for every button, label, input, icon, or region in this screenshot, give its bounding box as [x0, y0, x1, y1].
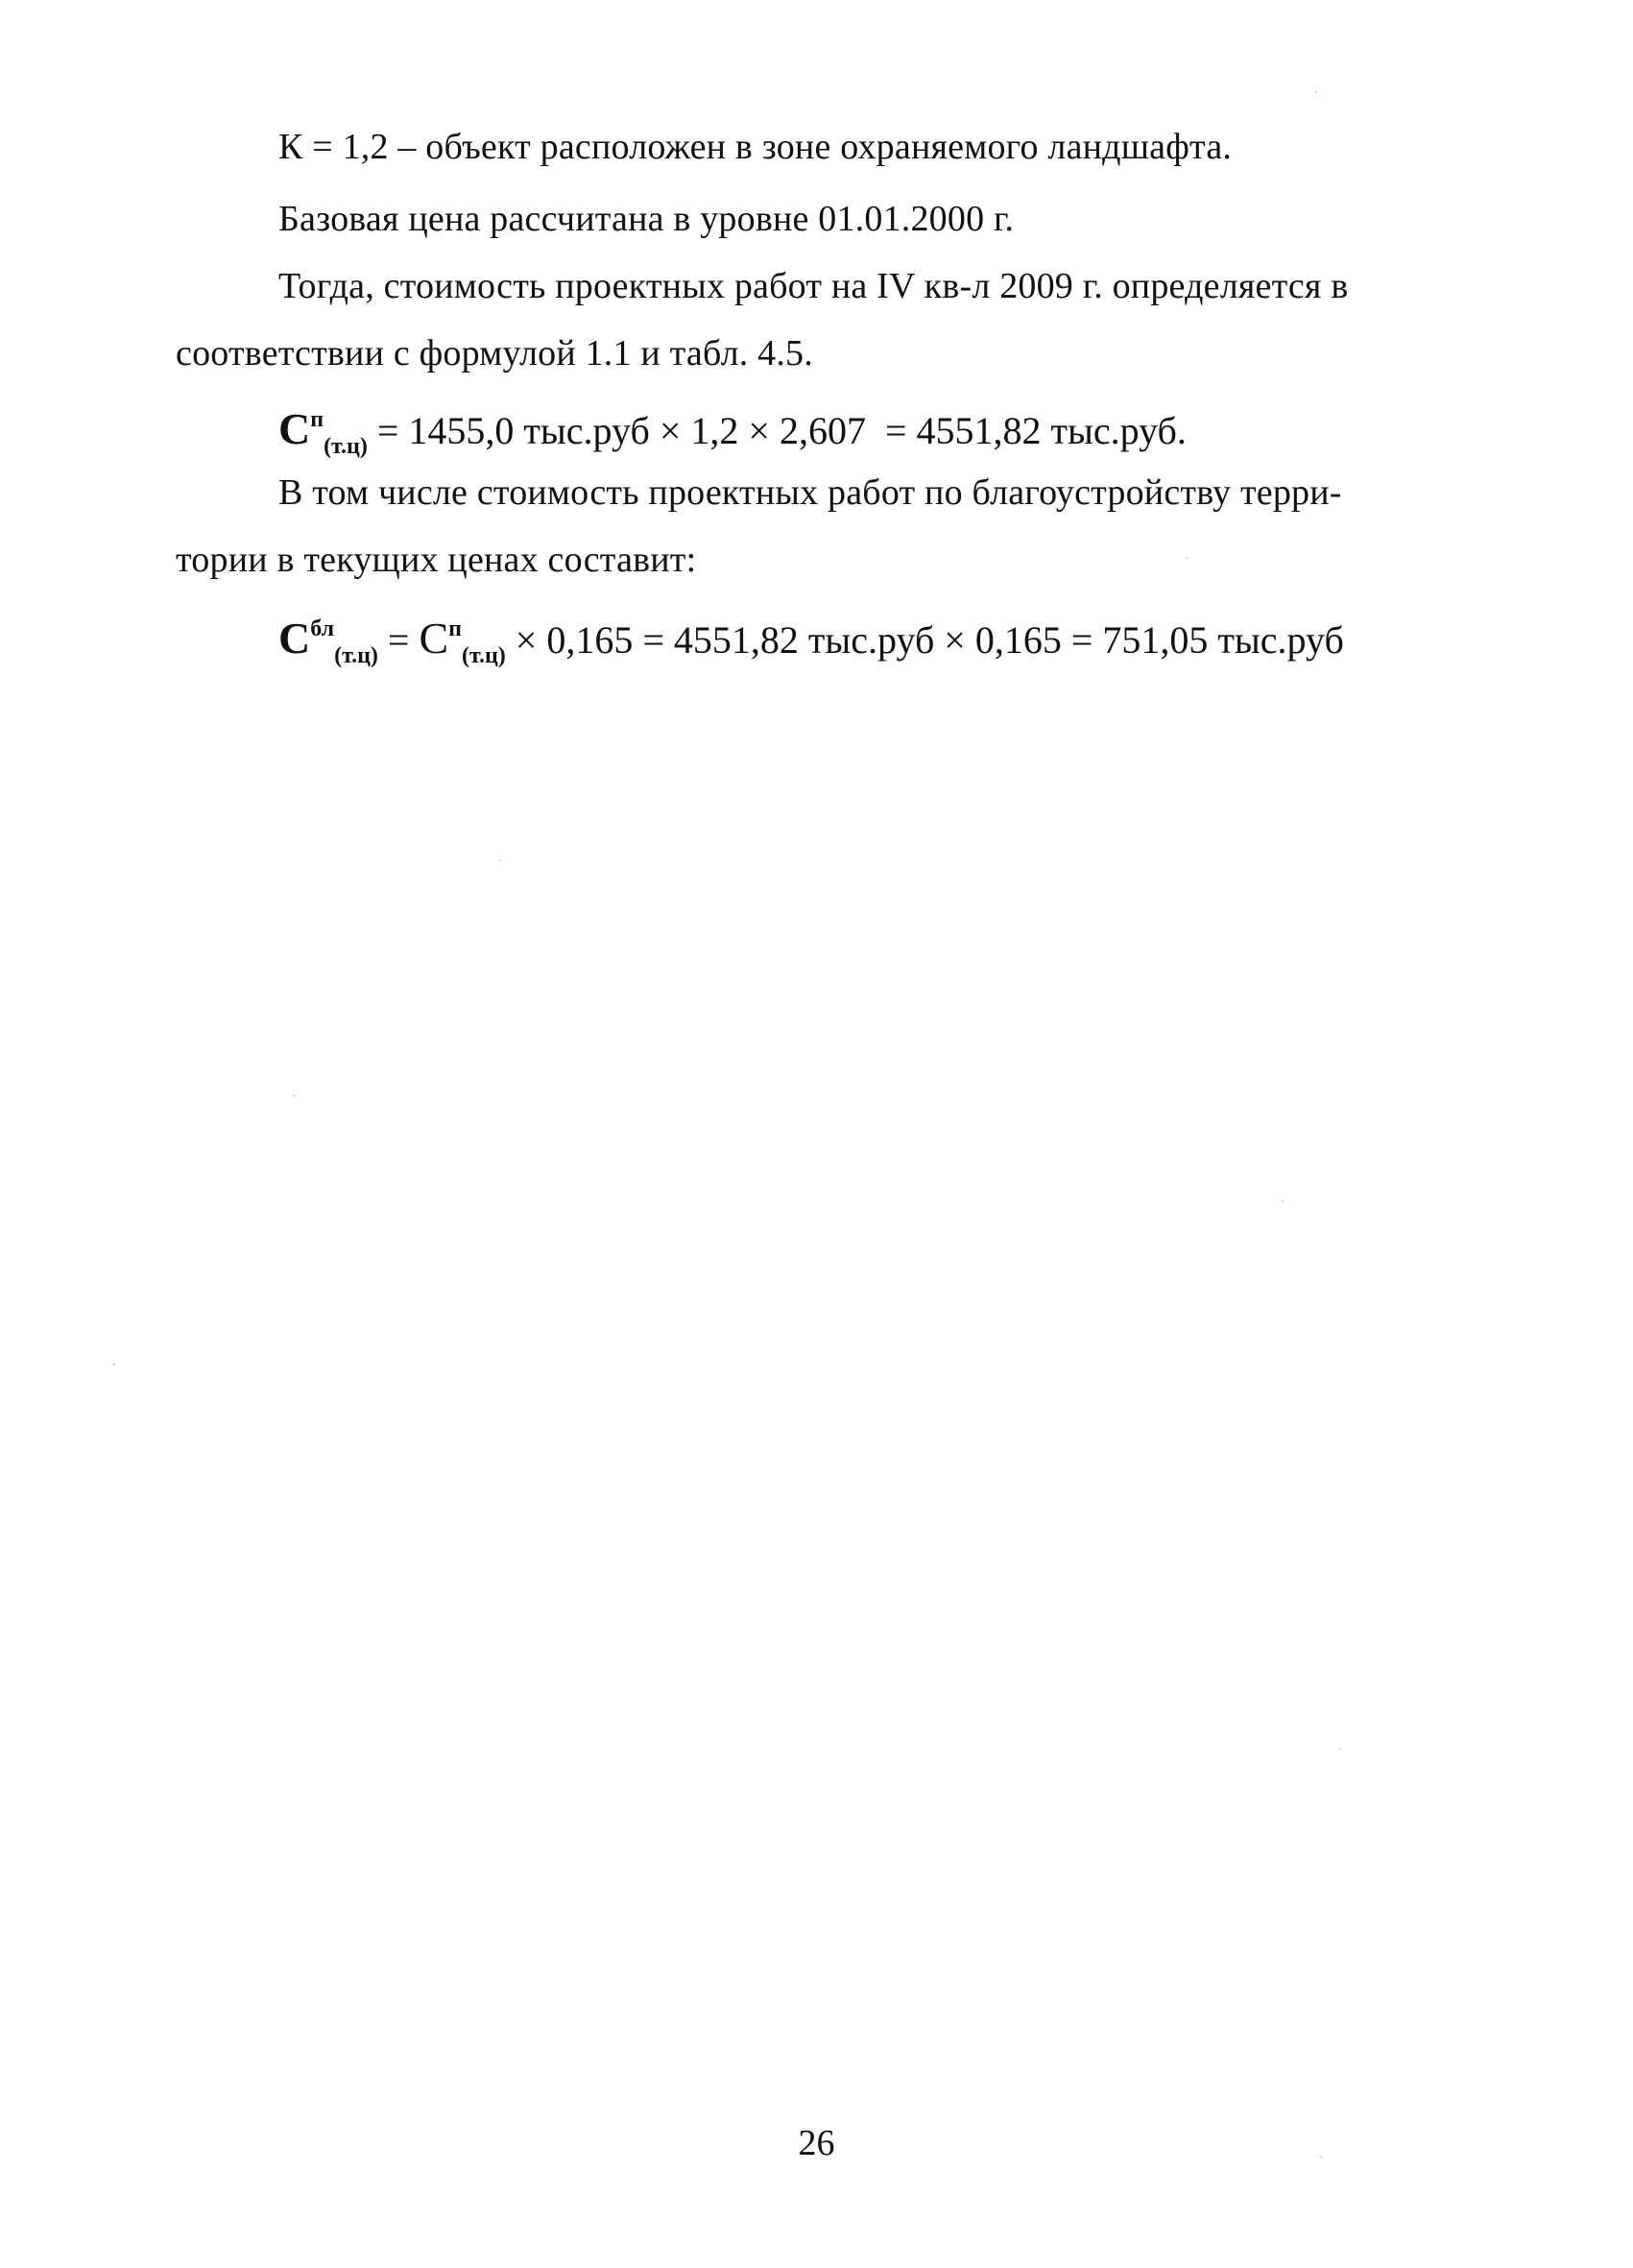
scan-speck — [1282, 1200, 1284, 1202]
base-price-line: Базовая цена рассчитана в уровне 01.01.2000 г. — [278, 199, 1015, 239]
scan-speck — [1315, 91, 1317, 93]
formula-symbol: С — [278, 614, 311, 663]
scan-speck — [293, 1095, 295, 1097]
formula-design-cost — [278, 396, 1187, 470]
landscaping-intro-line: В том числе стоимость проектных работ по благоустройству терри- — [278, 472, 1342, 513]
scan-speck — [499, 859, 501, 861]
landscaping-intro-continuation: тории в текущих ценах составит: — [176, 540, 697, 580]
formula-expression: = 1455,0 тыс.руб × 1,2 × 2,607 = 4551,82 тыс.руб. — [367, 409, 1187, 452]
formula-superscript: бл — [310, 616, 335, 641]
formula-expression: × 0,165 = 4551,82 тыс.руб × 0,165 = 751,05 тыс.руб — [505, 618, 1344, 662]
coefficient-line: К = 1,2 – объект расположен в зоне охраняемого ландшафта. — [278, 127, 1233, 167]
formula-subscript: (т.ц) — [324, 434, 368, 459]
formula-equals: = — [377, 618, 420, 662]
scan-speck — [1339, 1748, 1341, 1749]
formula-landscaping-cost — [278, 605, 1344, 680]
formula-superscript: п — [310, 407, 324, 432]
formula-subscript-2: (т.ц) — [461, 643, 506, 668]
formula-subscript: (т.ц) — [334, 643, 378, 668]
formula-symbol-2: С — [419, 614, 449, 663]
cost-intro-line: Тогда, стоимость проектных работ на IV кв-л 2009 г. определяется в — [278, 266, 1349, 306]
formula-superscript-2: п — [448, 616, 462, 641]
page-number: 26 — [798, 2123, 835, 2163]
scan-speck — [1320, 2156, 1322, 2158]
scan-speck — [113, 1363, 115, 1365]
formula-symbol: С — [278, 404, 311, 453]
scan-speck — [1186, 557, 1188, 559]
cost-intro-continuation: соответствии с формулой 1.1 и табл. 4.5. — [176, 333, 813, 374]
